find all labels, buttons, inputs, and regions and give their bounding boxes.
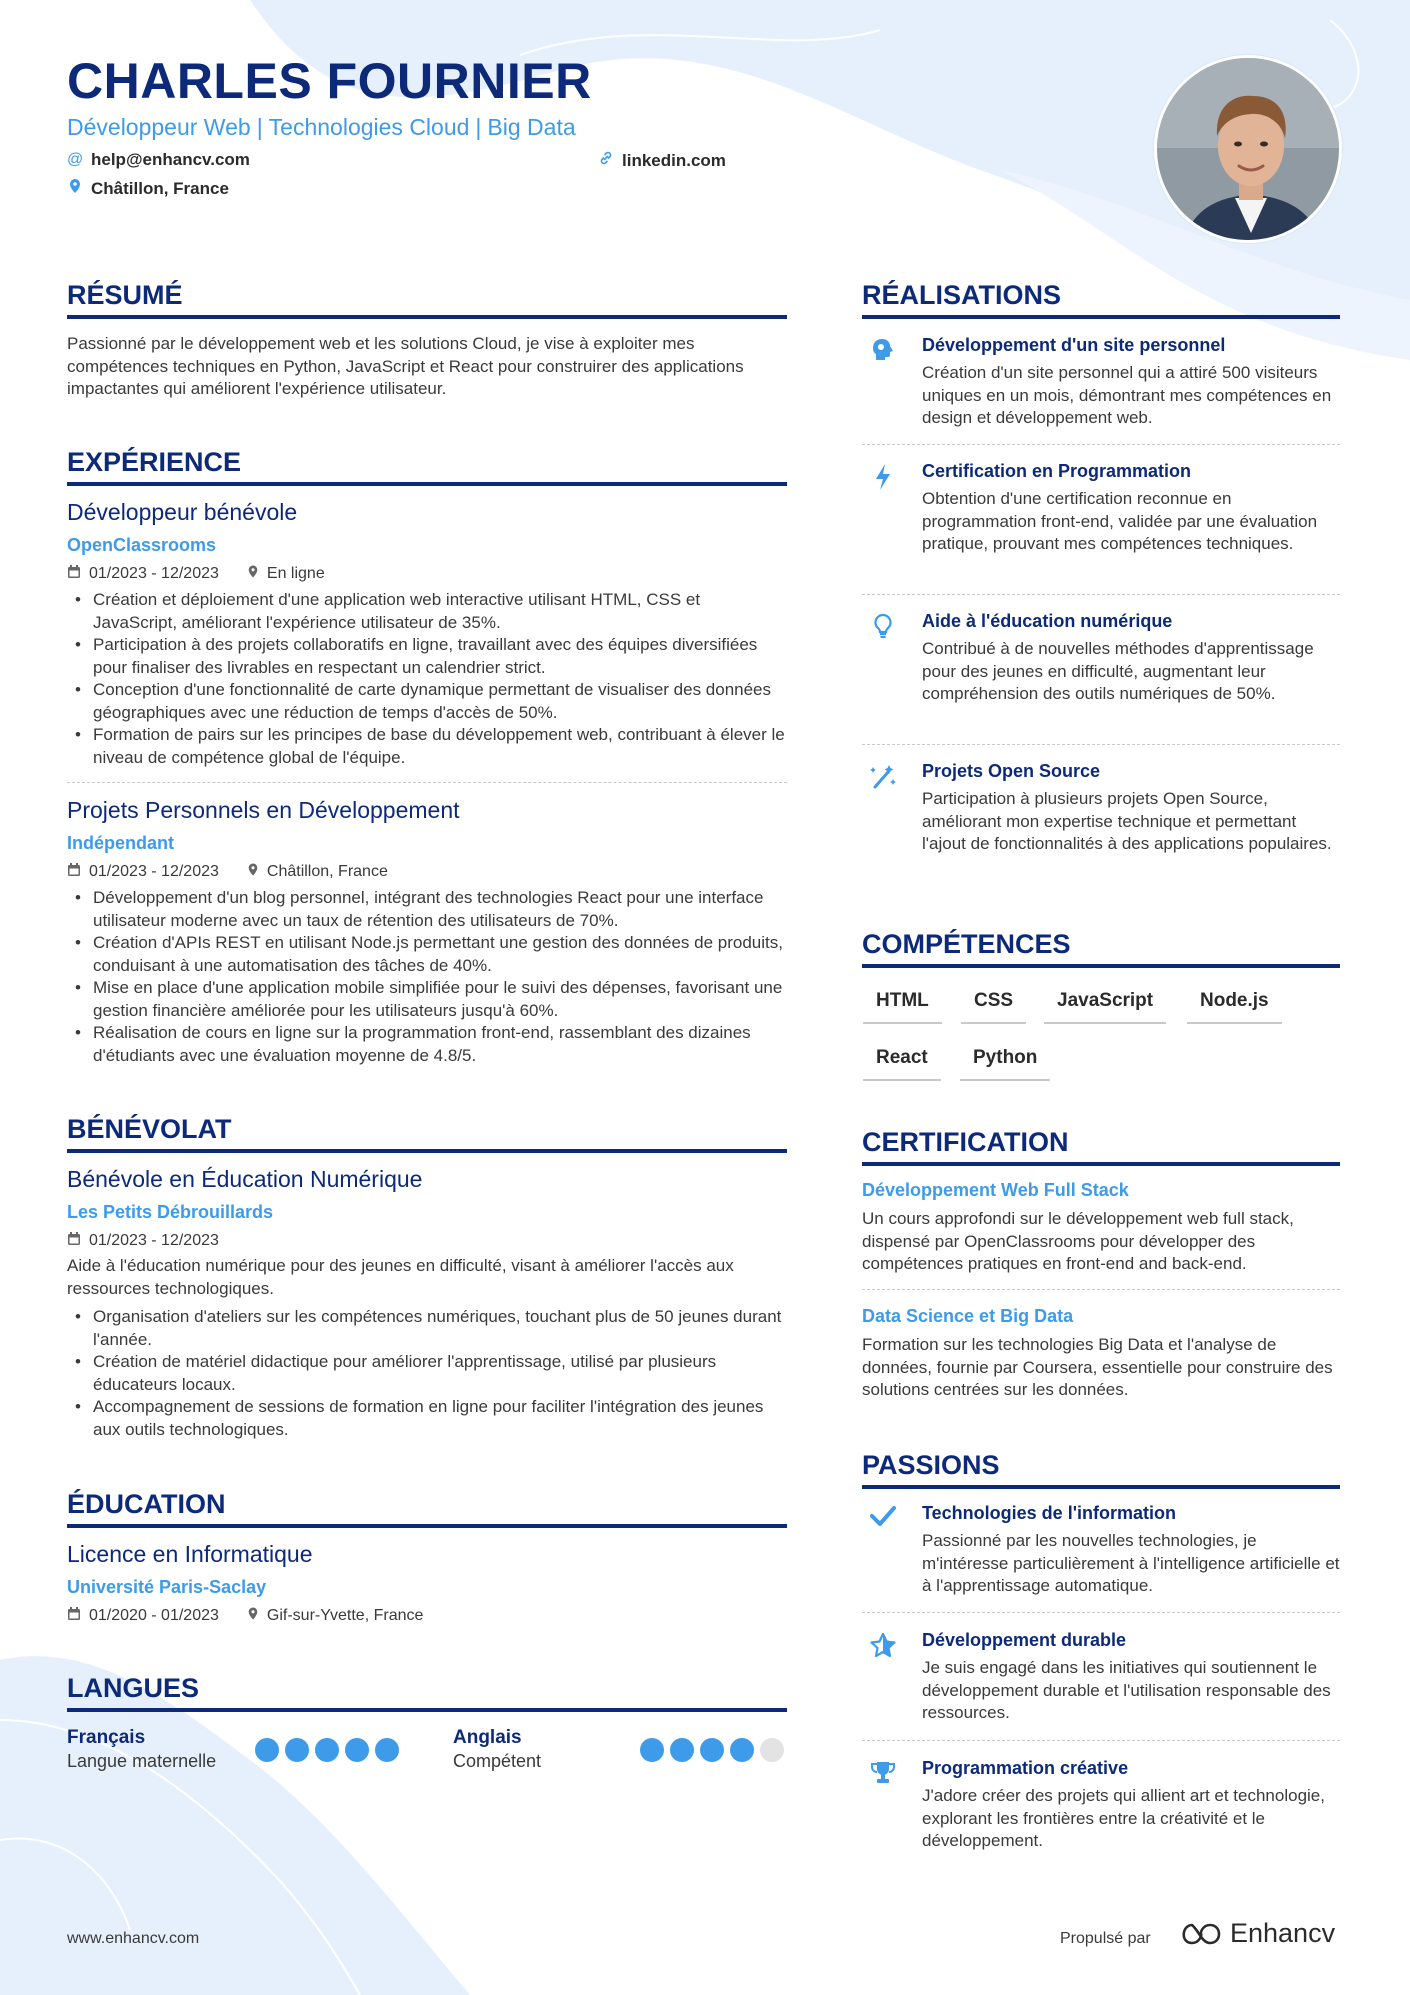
list-item: • Création d'APIs REST en utilisant Node.js permettant une gestion des données de produits, conduisant à une automatisation des tâches de 40%. [67, 932, 787, 977]
list-item: • Conception d'une fonctionnalité de carte dynamique permettant de visualiser des données géographiques avec une réduction de temps d'accès de 50%. [67, 679, 787, 724]
language-rating [255, 1738, 399, 1762]
candidate-name: CHARLES FOURNIER [67, 53, 592, 109]
achievement-item [862, 761, 1340, 856]
certification-item [862, 1180, 1340, 1276]
rating-dot-filled [670, 1738, 694, 1762]
rating-dot-filled [700, 1738, 724, 1762]
rating-dot-filled [255, 1738, 279, 1762]
footer-powered-by: Propulsé par [1060, 1930, 1151, 1947]
enhancv-logo-text: Enhancv [1230, 1918, 1336, 1948]
job-title: Projets Personnels en Développement [67, 797, 460, 823]
headline-separator: | [256, 114, 263, 140]
achievement-desc: Contribué à de nouvelles méthodes d'apprentissage pour des jeunes en difficulté, augmentant leur compréhension des outils numériques de 50%. [922, 639, 1314, 703]
wand-icon [868, 763, 898, 796]
divider [862, 744, 1340, 745]
list-item: • Participation à des projets collaboratifs en ligne, travaillant avec des équipes diversifiées pour finaliser des livrables en respectant un calendrier strict. [67, 634, 787, 679]
skill-tag: React [863, 1047, 941, 1081]
passion-title: Programmation créative [922, 1758, 1129, 1778]
list-item: • Mise en place d'une application mobile simplifiée pour le suivi des dépenses, favorisant une gestion financière améliorée pour les utilisateurs jusqu'à 60%. [67, 977, 787, 1022]
rating-dot-filled [640, 1738, 664, 1762]
company-name: OpenClassrooms [67, 535, 217, 555]
skill-tag: CSS [961, 990, 1026, 1024]
location-pin-icon [247, 862, 259, 881]
head-icon [868, 337, 898, 370]
skill-tag: Python [960, 1047, 1050, 1081]
certification-desc: Un cours approfondi sur le développement web full stack, dispensé par OpenClassrooms pour développer des compétences pratiques en front-end and back-end. [862, 1209, 1294, 1273]
volunteer-dates: 01/2023 - 12/2023 [89, 1231, 219, 1249]
volunteer-org: Les Petits Débrouillards [67, 1202, 274, 1222]
passion-title: Technologies de l'information [922, 1503, 1176, 1523]
volunteer-role: Bénévole en Éducation Numérique [67, 1166, 423, 1192]
language-level: Langue maternelle [67, 1751, 217, 1771]
language-name: Anglais [453, 1727, 522, 1748]
rating-dot-filled [315, 1738, 339, 1762]
headline-part: Développeur Web [67, 114, 251, 140]
achievement-title: Certification en Programmation [922, 461, 1192, 481]
list-item: • Création et déploiement d'une application web interactive utilisant HTML, CSS et JavaScript, améliorant l'expérience utilisateur de 35%. [67, 589, 787, 634]
passion-item [862, 1503, 1340, 1598]
section-title-passions: PASSIONS [862, 1450, 1340, 1489]
contact-email[interactable] [67, 150, 250, 170]
linkedin-text: linkedin.com [622, 150, 726, 170]
rating-dot-filled [285, 1738, 309, 1762]
achievement-title: Développement d'un site personnel [922, 335, 1226, 355]
volunteer-summary: Aide à l'éducation numérique pour des jeunes en difficulté, visant à améliorer l'accès aux ressources technologiques. [67, 1256, 734, 1298]
job-location: Châtillon, France [266, 862, 388, 880]
education-entry [67, 1541, 787, 1625]
location-pin-icon [67, 178, 83, 199]
list-item: • Accompagnement de sessions de formation en ligne pour faciliter l'intégration des jeunes aux outils technologiques. [67, 1396, 787, 1441]
passion-item [862, 1758, 1340, 1853]
degree: Licence en Informatique [67, 1541, 313, 1567]
job-bullets [67, 887, 787, 1067]
volunteer-entry [67, 1166, 787, 1441]
certification-name: Data Science et Big Data [862, 1306, 1074, 1326]
headline [67, 114, 576, 141]
experience-entry [67, 797, 787, 1067]
language-name: Français [67, 1727, 146, 1748]
list-item: • Formation de pairs sur les principes de base du développement web, contribuant à élever le niveau de compétence global de l'équipe. [67, 724, 787, 769]
list-item: • Organisation d'ateliers sur les compétences numériques, touchant plus de 50 jeunes durant l'année. [67, 1306, 787, 1351]
job-meta [67, 862, 787, 881]
company-name: Indépendant [67, 833, 174, 853]
location-text: Châtillon, France [91, 178, 229, 198]
section-title-achievements: RÉALISATIONS [862, 280, 1340, 319]
achievement-item [862, 611, 1340, 706]
skill-tag: JavaScript [1044, 990, 1166, 1024]
achievement-desc: Création d'un site personnel qui a attiré 500 visiteurs uniques en un mois, démontrant mes compétences en design et développement web. [922, 363, 1332, 427]
rating-dot-empty [760, 1738, 784, 1762]
education-meta [67, 1606, 787, 1625]
headline-part: Big Data [487, 114, 576, 140]
passion-item [862, 1630, 1340, 1725]
language-item [67, 1727, 216, 1772]
divider [862, 1612, 1340, 1613]
list-item: • Développement d'un blog personnel, intégrant des technologies React pour une interface utilisateur moderne avec un taux de rétention des utilisateurs de 70%. [67, 887, 787, 932]
achievement-desc: Obtention d'une certification reconnue en programmation front-end, validée par une évaluation pratique, prouvant mes compétences techniques. [922, 489, 1318, 553]
job-dates: 01/2023 - 12/2023 [89, 862, 219, 880]
location-pin-icon [247, 564, 259, 583]
list-item: • Création de matériel didactique pour améliorer l'apprentissage, utilisé par plusieurs éducateurs locaux. [67, 1351, 787, 1396]
resume-text: Passionné par le développement web et les solutions Cloud, je vise à exploiter mes compétences techniques en Python, JavaScript et React pour construirer des applications impactantes qui améliorent l'expérience utilisateur. [67, 334, 744, 398]
location-pin-icon [247, 1606, 259, 1625]
section-title-experience: EXPÉRIENCE [67, 447, 787, 486]
enhancv-logo[interactable] [1178, 1918, 1335, 1949]
school-name: Université Paris-Saclay [67, 1577, 267, 1597]
section-title-languages: LANGUES [67, 1673, 787, 1712]
email-text: help@enhancv.com [91, 150, 250, 169]
section-title-skills: COMPÉTENCES [862, 929, 1340, 968]
section-title-volunteer: BÉNÉVOLAT [67, 1114, 787, 1153]
rating-dot-filled [375, 1738, 399, 1762]
divider [862, 444, 1340, 445]
divider [862, 1289, 1340, 1290]
experience-entry [67, 499, 787, 769]
divider [67, 782, 787, 783]
contact-location [67, 178, 229, 199]
rating-dot-filled [345, 1738, 369, 1762]
contact-linkedin[interactable] [598, 150, 726, 171]
headline-part: Technologies Cloud [268, 114, 470, 140]
bolt-icon [868, 463, 898, 498]
profile-photo [1154, 55, 1342, 243]
achievement-title: Projets Open Source [922, 761, 1101, 781]
education-location: Gif-sur-Yvette, France [266, 1606, 424, 1624]
list-item: • Réalisation de cours en ligne sur la programmation front-end, rassemblant des dizaines d'étudiants avec une évaluation moyenne de 4.8/5. [67, 1022, 787, 1067]
link-icon [598, 150, 614, 171]
certification-desc: Formation sur les technologies Big Data et l'analyse de données, fournie par Coursera, essentielle pour construire des solutions centrées sur les données. [862, 1335, 1333, 1399]
rating-dot-filled [730, 1738, 754, 1762]
calendar-icon [67, 564, 81, 583]
passion-desc: Je suis engagé dans les initiatives qui soutiennent le développement durable et l'utilisation responsable des ressources. [922, 1658, 1331, 1722]
job-meta [67, 564, 787, 583]
at-icon: @ [67, 151, 84, 168]
volunteer-meta [67, 1231, 787, 1250]
job-bullets [67, 589, 787, 769]
achievement-item [862, 461, 1340, 556]
calendar-icon [67, 1231, 81, 1250]
lightbulb-icon [868, 613, 898, 646]
footer-url[interactable]: www.enhancv.com [67, 1930, 200, 1947]
passion-title: Développement durable [922, 1630, 1127, 1650]
check-icon [868, 1505, 898, 1534]
achievement-desc: Participation à plusieurs projets Open Source, améliorant mon expertise technique et permettant l'ajout de fonctionnalités à des applications populaires. [922, 789, 1332, 853]
star-icon [868, 1632, 898, 1665]
language-item [453, 1727, 541, 1772]
job-title: Développeur bénévole [67, 499, 298, 525]
achievement-title: Aide à l'éducation numérique [922, 611, 1173, 631]
certification-name: Développement Web Full Stack [862, 1180, 1129, 1200]
enhancv-logo-icon [1178, 1921, 1224, 1947]
skill-tag: HTML [863, 990, 942, 1024]
education-dates: 01/2020 - 01/2023 [89, 1606, 219, 1624]
section-title-certification: CERTIFICATION [862, 1127, 1340, 1166]
volunteer-bullets [67, 1306, 787, 1441]
section-title-education: ÉDUCATION [67, 1489, 787, 1528]
headline-separator: | [475, 114, 482, 140]
calendar-icon [67, 862, 81, 881]
passion-desc: Passionné par les nouvelles technologies, je m'intéresse particulièrement à l'intelligence artificielle et à l'apprentissage automatique. [922, 1531, 1340, 1595]
passion-desc: J'adore créer des projets qui allient art et technologie, explorant les frontières entre la créativité et le développement. [922, 1786, 1325, 1850]
calendar-icon [67, 1606, 81, 1625]
certification-item [862, 1306, 1340, 1402]
divider [862, 1740, 1340, 1741]
skill-tag: Node.js [1187, 990, 1282, 1024]
section-title-resume: RÉSUMÉ [67, 280, 787, 319]
language-level: Compétent [453, 1751, 542, 1771]
language-rating [640, 1738, 784, 1762]
achievement-item [862, 335, 1340, 430]
job-location: En ligne [266, 564, 325, 582]
trophy-icon [868, 1760, 898, 1793]
job-dates: 01/2023 - 12/2023 [89, 564, 219, 582]
divider [862, 594, 1340, 595]
